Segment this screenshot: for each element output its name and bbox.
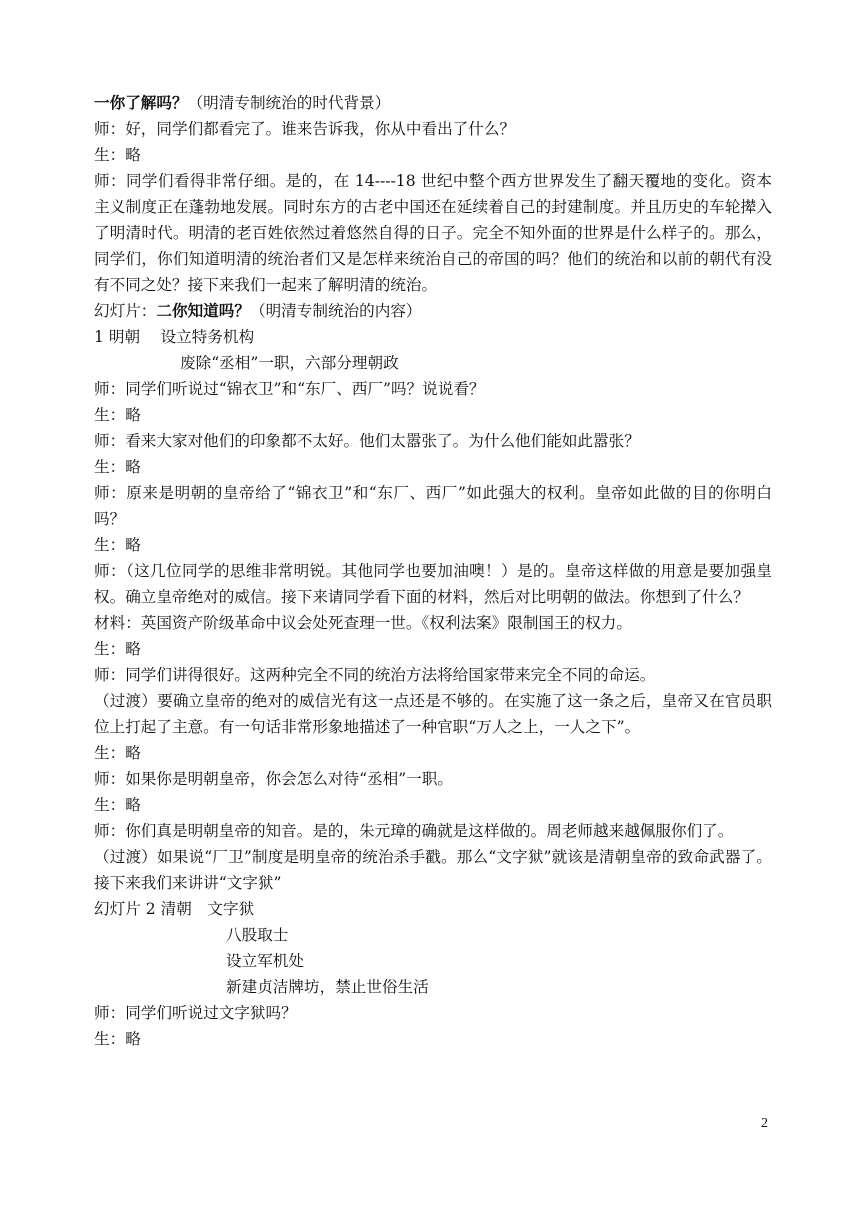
bold-text-run: 二你知道吗？: [156, 301, 250, 320]
paragraph: [94, 90, 772, 116]
paragraph: [94, 662, 772, 688]
paragraph: [94, 1000, 772, 1026]
paragraph: [94, 428, 772, 454]
text-run: 幻灯片 2 清朝 文字狱: [94, 900, 255, 918]
text-run: 师：原来是明朝的皇帝给了“锦衣卫”和“东厂、西厂”如此强大的权利。皇帝如此做的目的你明白吗？: [94, 484, 772, 528]
text-run: 生：略: [94, 146, 141, 164]
paragraph: [94, 116, 772, 142]
paragraph: [94, 766, 772, 792]
text-run: 师：好，同学们都看完了。谁来告诉我，你从中看出了什么？: [94, 120, 516, 138]
text-run: 师：同学们看得非常仔细。是的，在 14----18 世纪中整个西方世界发生了翻天覆地的变化。资本主义制度正在蓬勃地发展。同时东方的古老中国还在延续着自己的封建制度。并且历史的车轮撵入了明清时代。明清的老百姓依然过着悠然自得的日子。完全不知外面的世界是什么样子的。那么，同学们，你们知道明清的统治者们又是怎样来统治自己的帝国的吗？他们的统治和以前的朝代有没有不同之处？接下来我们一起来了解明清的统治。: [94, 172, 772, 294]
text-run: （明清专制统治的时代背景）: [187, 94, 391, 112]
text-run: 幻灯片：: [94, 302, 157, 320]
text-run: 师：同学们讲得很好。这两种完全不同的统治方法将给国家带来完全不同的命运。: [94, 666, 656, 684]
text-run: 生：略: [94, 536, 141, 554]
paragraph: [94, 636, 772, 662]
text-run: 生：略: [94, 796, 141, 814]
text-run: 生：略: [94, 406, 141, 424]
text-run: 1 明朝 设立特务机构: [94, 328, 255, 346]
text-run: （明清专制统治的内容）: [249, 302, 422, 320]
paragraph: [94, 350, 772, 376]
paragraph: [94, 480, 772, 532]
text-run: （过渡）如果说“厂卫”制度是明皇帝的统治杀手戳。那么“文字狱”就该是清朝皇帝的致命武器了。接下来我们来讲讲“文字狱”: [94, 848, 772, 892]
paragraph: [94, 922, 772, 948]
page-number: 2: [761, 1116, 768, 1131]
paragraph: [94, 740, 772, 766]
text-run: （过渡）要确立皇帝的绝对的威信光有这一点还是不够的。在实施了这一条之后，皇帝又在官员职位上打起了主意。有一句话非常形象地描述了一种官职“万人之上，一人之下”。: [94, 692, 772, 736]
text-run: 师：你们真是明朝皇帝的知音。是的，朱元璋的确就是这样做的。周老师越来越佩服你们了。: [94, 822, 734, 840]
paragraph: [94, 974, 772, 1000]
text-run: 生：略: [94, 1030, 141, 1048]
paragraph: [94, 558, 772, 610]
text-run: 师：看来大家对他们的印象都不太好。他们太嚣张了。为什么他们能如此嚣张？: [94, 432, 640, 450]
paragraph: [94, 376, 772, 402]
paragraph: [94, 454, 772, 480]
bold-text-run: 一你了解吗？: [94, 93, 188, 112]
paragraph: [94, 324, 772, 350]
text-run: 师：同学们听说过文字狱吗？: [94, 1004, 297, 1022]
paragraph: [94, 168, 772, 298]
text-run: 师：（这几位同学的思维非常明锐。其他同学也要加油噢！）是的。皇帝这样做的用意是要加强皇权。确立皇帝绝对的威信。接下来请同学看下面的材料，然后对比明朝的做法。你想到了什么？: [94, 562, 772, 606]
document-body: [94, 90, 772, 1052]
paragraph: [94, 688, 772, 740]
paragraph: [94, 896, 772, 922]
text-run: 设立军机处: [226, 952, 304, 970]
paragraph: [94, 792, 772, 818]
text-run: 废除“丞相”一职，六部分理朝政: [180, 354, 399, 372]
text-run: 生：略: [94, 640, 141, 658]
text-run: 生：略: [94, 744, 141, 762]
text-run: 生：略: [94, 458, 141, 476]
paragraph: [94, 298, 772, 324]
paragraph: [94, 142, 772, 168]
text-run: 新建贞洁牌坊，禁止世俗生活: [226, 978, 429, 996]
text-run: 材料：英国资产阶级革命中议会处死查理一世。《权利法案》限制国王的权力。: [94, 614, 632, 632]
paragraph: [94, 610, 772, 636]
text-run: 师：如果你是明朝皇帝，你会怎么对待“丞相”一职。: [94, 770, 454, 788]
paragraph: [94, 844, 772, 896]
paragraph: [94, 948, 772, 974]
text-run: 师：同学们听说过“锦衣卫”和“东厂、西厂”吗？说说看？: [94, 380, 485, 398]
paragraph: [94, 1026, 772, 1052]
text-run: 八股取士: [226, 926, 289, 944]
paragraph: [94, 532, 772, 558]
paragraph: [94, 402, 772, 428]
paragraph: [94, 818, 772, 844]
